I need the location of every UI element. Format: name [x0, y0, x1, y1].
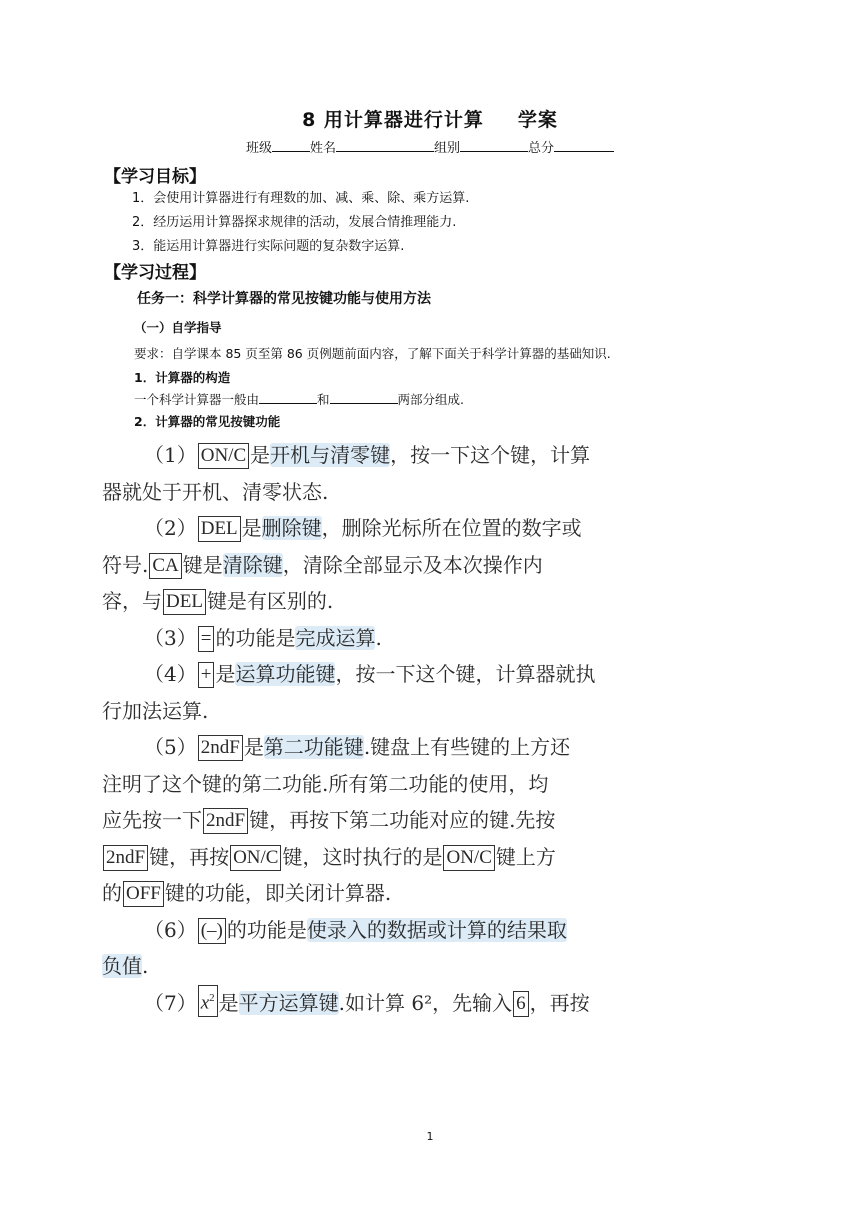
- page-title: [0, 105, 860, 132]
- title-suffix: 学案: [517, 109, 558, 131]
- structure-blank-2[interactable]: [330, 391, 398, 404]
- excerpt-line: （4） + 是运算功能键，按一下这个键，计算器就执: [144, 662, 596, 686]
- excerpt-line: （2） DEL 是删除键，删除光标所在位置的数字或: [144, 516, 582, 540]
- off-key: OFF: [123, 881, 164, 907]
- process-heading: 【学习过程】: [104, 263, 206, 283]
- six-key: 6: [513, 991, 529, 1017]
- del-key: DEL: [163, 589, 206, 615]
- plus-key: +: [198, 662, 215, 688]
- class-blank[interactable]: [272, 139, 310, 152]
- del-key: DEL: [198, 516, 241, 542]
- structure-blank-1[interactable]: [259, 391, 317, 404]
- name-blank[interactable]: [336, 139, 434, 152]
- guide-heading: （一）自学指导: [134, 320, 222, 335]
- excerpt-line: 注明了这个键的第二功能.所有第二功能的使用，均: [102, 771, 549, 796]
- excerpt-line: （1） ON/C 是开机与清零键，按一下这个键，计算: [144, 443, 591, 467]
- excerpt-line: （3） = 的功能是完成运算.: [144, 625, 382, 650]
- on-c-key: ON/C: [198, 443, 249, 469]
- excerpt-line: 的 OFF 键的功能，即关闭计算器.: [102, 881, 392, 905]
- goal-item: 2．经历运用计算器探求规律的活动，发展合情推理能力.: [132, 215, 457, 230]
- goal-item: 3．能运用计算器进行实际问题的复杂数字运算.: [132, 239, 405, 254]
- student-info-line: [246, 137, 614, 156]
- equals-key: =: [198, 626, 215, 652]
- goals-heading: 【学习目标】: [104, 167, 206, 187]
- group-label: 组别: [434, 141, 461, 156]
- page-number: 1: [426, 1130, 434, 1143]
- excerpt-line: 行加法运算.: [102, 698, 209, 723]
- name-label: 姓名: [310, 141, 337, 156]
- requirement-text: 要求：自学课本 85 页至第 86 页例题前面内容，了解下面关于科学计算器的基础知识.: [134, 346, 611, 361]
- task1-heading: 任务一：科学计算器的常见按键功能与使用方法: [137, 291, 431, 307]
- excerpt-line: 器就处于开机、清零状态.: [102, 479, 329, 504]
- excerpt-line: （6） (–) 的功能是使录入的数据或计算的结果取: [144, 917, 567, 942]
- excerpt-line: （5） 2ndF 是第二功能键.键盘上有些键的上方还: [144, 735, 571, 759]
- negative-key: (–): [198, 918, 226, 944]
- square-key: $x^2$: [198, 985, 218, 1016]
- excerpt-line: 符号. CA 键是清除键，清除全部显示及本次操作内: [102, 552, 543, 577]
- structure-text-b: 和: [317, 392, 330, 407]
- on-c-key: ON/C: [230, 845, 281, 871]
- second-function-key: 2ndF: [103, 845, 148, 871]
- second-function-key: 2ndF: [198, 735, 243, 761]
- textbook-excerpt: [102, 437, 596, 1021]
- score-blank[interactable]: [554, 139, 614, 152]
- excerpt-line: 负值.: [102, 954, 149, 978]
- excerpt-line: 容，与 DEL 键是有区别的.: [102, 589, 334, 613]
- group-blank[interactable]: [460, 139, 528, 152]
- class-label: 班级: [246, 141, 273, 156]
- structure-line: [134, 390, 464, 408]
- excerpt-line: （7） $x^2$ 是平方运算键.如计算 6²，先输入 6 ，再按: [102, 985, 582, 1022]
- structure-text-a: 一个科学计算器一般由: [134, 392, 260, 407]
- structure-heading: 1．计算器的构造: [134, 370, 231, 385]
- on-c-key: ON/C: [443, 845, 494, 871]
- keys-heading: 2．计算器的常见按键功能: [134, 414, 281, 429]
- title-main: 8 用计算器进行计算: [302, 109, 484, 131]
- excerpt-line: 应先按一下 2ndF 键，再按下第二功能对应的键.先按: [102, 808, 556, 832]
- goal-item: 1．会使用计算器进行有理数的加、减、乘、除、乘方运算.: [132, 191, 470, 206]
- excerpt-line: 2ndF 键，再按 ON/C 键，这时执行的是 ON/C 键上方: [102, 839, 582, 876]
- ca-key: CA: [149, 553, 181, 579]
- structure-text-c: 两部分组成.: [397, 392, 465, 407]
- score-label: 总分: [528, 141, 555, 156]
- second-function-key: 2ndF: [203, 808, 248, 834]
